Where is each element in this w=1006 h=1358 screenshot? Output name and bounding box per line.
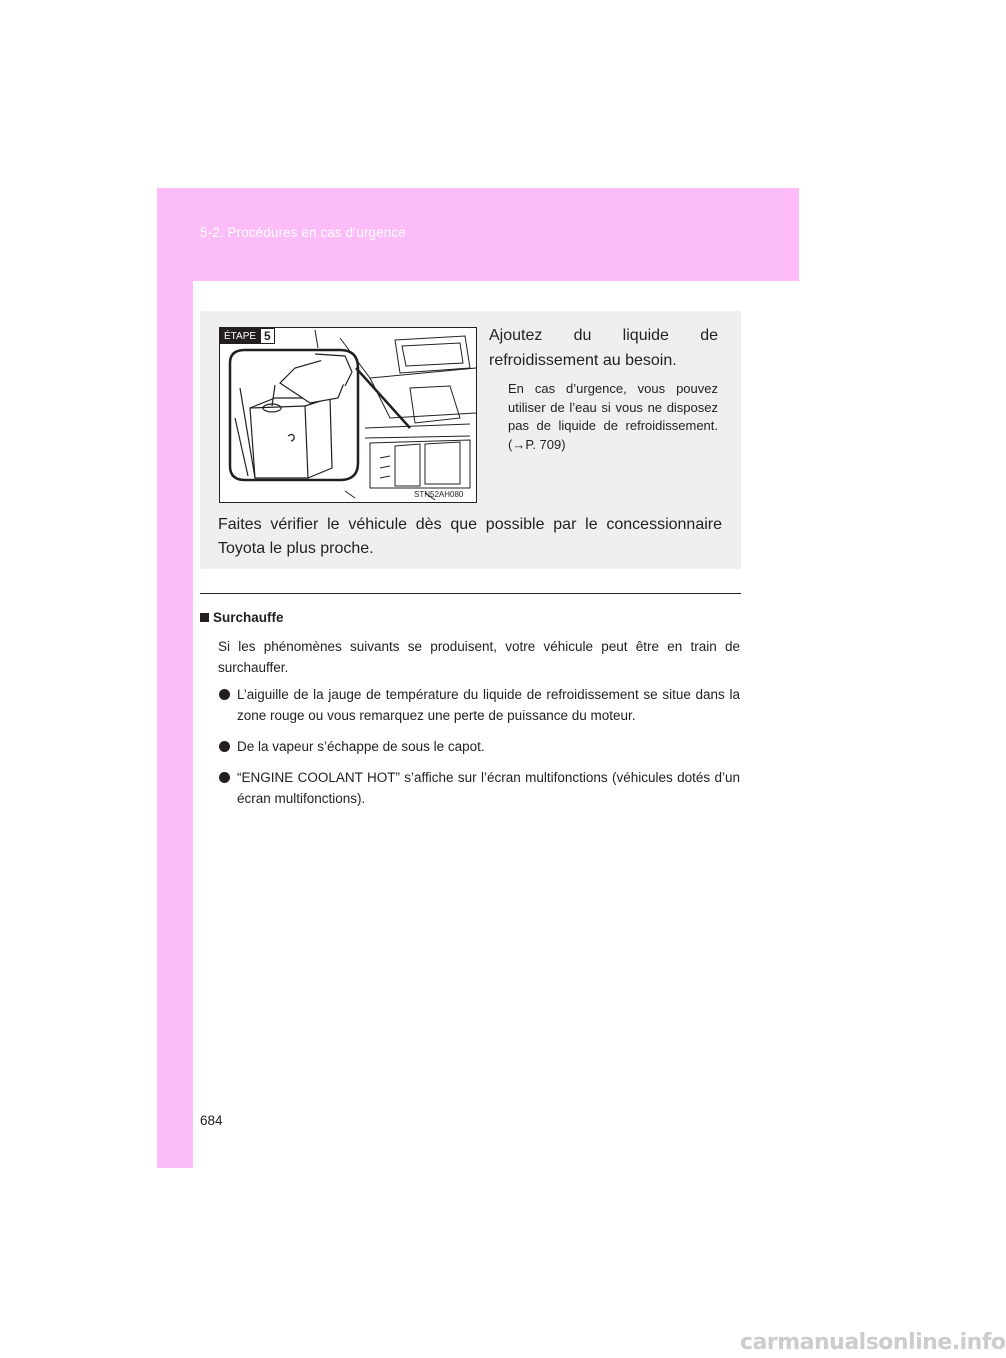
list-item [218,767,740,809]
bullet-list [218,684,740,819]
image-code: STN52AH080 [414,490,464,499]
step-instruction-line2: refroidissement au besoin. [489,352,677,369]
step-note: En cas d’urgence, vous pouvez utiliser de l’eau si vous ne disposez pas de liquide de refroidissement. (→P. 709) [508,381,718,452]
square-bullet-icon [200,613,209,622]
section-intro: Si les phénomènes suivants se produisent, votre véhicule peut être en train de surchauffer. [218,639,740,675]
bullet-dot-icon [219,689,230,700]
bullet-dot-icon [219,772,230,783]
page-edge-strip [157,188,193,1168]
list-item [218,736,740,757]
list-item-text: De la vapeur s’échappe de sous le capot. [237,739,485,754]
step-number: 5 [260,328,275,344]
list-item-text: “ENGINE COOLANT HOT” s’affiche sur l’écran multifonctions (véhicules dotés d’un écran multifonctions). [237,770,740,806]
section-title-text: Surchauffe [213,610,284,625]
page-number: 684 [200,1113,223,1128]
section-header: 5-2. Procédures en cas d’urgence [200,225,406,240]
bullet-dot-icon [219,741,230,752]
divider [200,593,741,594]
coolant-refill-drawing [220,328,476,502]
watermark: carmanualsonline.info [740,1330,1006,1355]
step-label [220,328,275,344]
coolant-illustration [219,327,477,503]
step-instruction [489,323,718,373]
section-title [200,610,284,625]
step-word: ÉTAPE [220,328,260,344]
step-instruction-line1: Ajoutez du liquide de [489,327,718,344]
list-item-text: L’aiguille de la jauge de température du liquide de refroidissement se situe dans la zone rouge ou vous remarquez une perte de puissance du moteur. [237,687,740,723]
list-item [218,684,740,726]
step-footer: Faites vérifier le véhicule dès que possible par le concessionnaire Toyota le plus proche. [218,516,722,557]
